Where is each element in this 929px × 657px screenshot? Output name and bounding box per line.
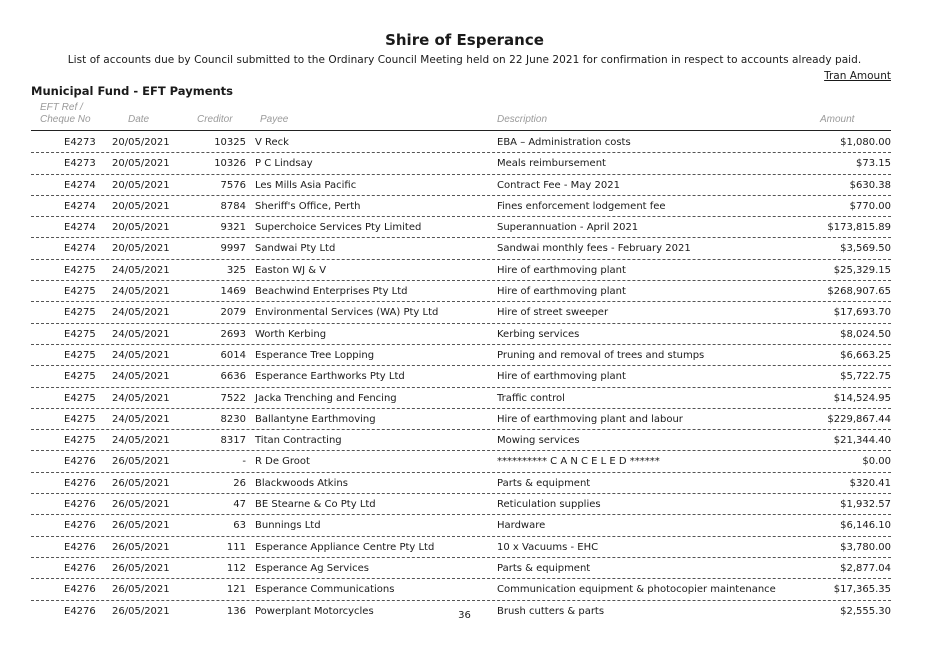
cell-ref: E4275 [64,349,96,361]
cell-payee: Superchoice Services Pty Limited [255,222,422,234]
column-header-creditor: Creditor [197,114,233,125]
cell-payee: V Reck [255,137,289,148]
cell-ref: E4276 [64,456,96,468]
cell-creditor: - [242,456,246,468]
cell-ref: E4276 [64,520,96,532]
cell-creditor: 2693 [220,328,246,340]
cell-amount: $25,329.15 [833,264,891,276]
cell-creditor: 7576 [220,179,246,191]
cell-ref: E4275 [64,435,96,447]
cell-payee: Environmental Services (WA) Pty Ltd [255,307,439,319]
cell-ref: E4274 [64,243,96,255]
cell-ref: E4273 [64,137,96,148]
cell-creditor: 325 [226,264,246,276]
cell-date: 26/05/2021 [112,520,170,532]
cell-ref: E4276 [64,541,96,553]
column-header-ref [40,102,91,126]
cell-description: Fines enforcement lodgement fee [497,200,666,212]
cell-description: Hire of earthmoving plant [497,371,626,383]
cell-date: 26/05/2021 [112,562,170,574]
cell-date: 24/05/2021 [112,286,170,298]
cell-payee: Les Mills Asia Pacific [255,179,357,191]
cell-ref: E4276 [64,584,96,596]
table-row [31,260,891,281]
cell-ref: E4276 [64,605,96,617]
cell-payee: Esperance Appliance Centre Pty Ltd [255,541,435,553]
table-row [31,302,891,323]
cell-creditor: 63 [233,520,246,532]
cell-date: 20/05/2021 [112,243,170,255]
cell-payee: Esperance Earthworks Pty Ltd [255,371,405,383]
cell-payee: Blackwoods Atkins [255,477,348,489]
column-header-description: Description [497,114,548,125]
table-row [31,196,891,217]
cell-creditor: 136 [226,605,246,617]
fund-heading: Municipal Fund - EFT Payments [31,84,234,98]
table-row [31,345,891,366]
cell-payee: Bunnings Ltd [255,520,321,532]
cell-creditor: 9997 [220,243,246,255]
cell-date: 24/05/2021 [112,371,170,383]
cell-description: Parts & equipment [497,562,591,574]
cell-payee: Esperance Ag Services [255,562,369,574]
table-row [31,388,891,409]
table-row [31,175,891,196]
cell-creditor: 6636 [220,371,246,383]
cell-amount: $8,024.50 [840,328,891,340]
cell-description: Contract Fee - May 2021 [497,179,620,191]
cell-date: 24/05/2021 [112,413,170,425]
header-rule [31,130,891,131]
cell-payee: Sandwai Pty Ltd [255,243,336,255]
cell-payee: BE Stearne & Co Pty Ltd [255,499,376,511]
cell-creditor: 6014 [220,349,246,361]
cell-payee: Esperance Communications [255,584,395,596]
tran-amount-label: Tran Amount [824,70,891,82]
cell-amount: $3,780.00 [840,541,891,553]
cell-ref: E4275 [64,392,96,404]
cell-ref: E4274 [64,200,96,212]
cell-amount: $229,867.44 [827,413,891,425]
cell-amount: $5,722.75 [840,371,891,383]
cell-ref: E4275 [64,264,96,276]
cell-amount: $268,907.65 [827,286,891,298]
cell-date: 24/05/2021 [112,435,170,447]
cell-date: 26/05/2021 [112,477,170,489]
cell-creditor: 8317 [220,435,246,447]
cell-description: Superannuation - April 2021 [497,222,639,234]
cell-amount: $630.38 [849,179,891,191]
cell-date: 26/05/2021 [112,541,170,553]
cell-payee: P C Lindsay [255,158,313,170]
table-row [31,238,891,259]
cell-date: 24/05/2021 [112,307,170,319]
table-row [31,430,891,451]
cell-description: Hardware [497,520,546,532]
table-row [31,473,891,494]
cell-ref: E4275 [64,413,96,425]
cell-amount: $1,080.00 [840,137,891,148]
cell-ref: E4275 [64,328,96,340]
cell-payee: Worth Kerbing [255,328,327,340]
cell-description: Communication equipment & photocopier maintenance [497,584,776,596]
cell-payee: R De Groot [255,456,310,468]
cell-ref: E4275 [64,286,96,298]
table-row [31,281,891,302]
table-row [31,494,891,515]
cell-ref: E4275 [64,371,96,383]
cell-description: Hire of street sweeper [497,307,609,319]
cell-amount: $2,555.30 [840,605,891,617]
cell-creditor: 112 [226,562,246,574]
cell-date: 26/05/2021 [112,456,170,468]
cell-payee: Powerplant Motorcycles [255,605,374,617]
column-header-date: Date [128,114,150,125]
cell-description: Hire of earthmoving plant [497,264,626,276]
cell-creditor: 8784 [220,200,246,212]
cell-creditor: 1469 [220,286,246,298]
cell-amount: $73.15 [856,158,891,170]
cell-payee: Jacka Trenching and Fencing [255,392,397,404]
cell-amount: $2,877.04 [840,562,891,574]
cell-amount: $3,569.50 [840,243,891,255]
payments-table-body [31,132,891,621]
cell-creditor: 10326 [214,158,246,170]
table-row [31,537,891,558]
cell-date: 20/05/2021 [112,222,170,234]
cell-payee: Titan Contracting [255,435,342,447]
cell-amount: $14,524.95 [833,392,891,404]
page-number: 36 [458,610,471,621]
cell-description: Hire of earthmoving plant and labour [497,413,683,425]
cell-amount: $21,344.40 [833,435,891,447]
table-row [31,579,891,600]
cell-description: Brush cutters & parts [497,605,605,617]
table-row [31,324,891,345]
cell-amount: $770.00 [849,200,891,212]
cell-ref: E4275 [64,307,96,319]
cell-ref: E4276 [64,562,96,574]
cell-description: EBA – Administration costs [497,137,631,148]
cell-creditor: 2079 [220,307,246,319]
cell-creditor: 10325 [214,137,246,148]
cell-amount: $17,693.70 [833,307,891,319]
cell-amount: $1,932.57 [840,499,891,511]
cell-payee: Ballantyne Earthmoving [255,413,376,425]
cell-amount: $320.41 [849,477,891,489]
cell-description: ********** C A N C E L E D ****** [497,456,660,468]
cell-description: Parts & equipment [497,477,591,489]
cell-creditor: 26 [233,477,246,489]
cell-description: Reticulation supplies [497,499,601,511]
cell-date: 20/05/2021 [112,137,170,148]
cell-ref: E4273 [64,158,96,170]
document-title: Shire of Esperance [385,31,544,49]
cell-date: 26/05/2021 [112,499,170,511]
cell-creditor: 47 [233,499,246,511]
cell-creditor: 111 [226,541,246,553]
table-row [31,515,891,536]
table-row [31,366,891,387]
cell-creditor: 9321 [220,222,246,234]
cell-amount: $173,815.89 [827,222,891,234]
column-header-payee: Payee [260,114,289,125]
cell-payee: Easton WJ & V [255,264,327,276]
cell-date: 24/05/2021 [112,328,170,340]
cell-date: 24/05/2021 [112,264,170,276]
column-header-amount: Amount [820,114,855,125]
cell-ref: E4276 [64,499,96,511]
cell-date: 26/05/2021 [112,584,170,596]
cell-amount: $17,365.35 [833,584,891,596]
cell-creditor: 121 [226,584,246,596]
cell-description: Pruning and removal of trees and stumps [497,349,705,361]
cell-date: 20/05/2021 [112,200,170,212]
cell-ref: E4274 [64,222,96,234]
table-row [31,558,891,579]
cell-description: Meals reimbursement [497,158,606,170]
column-header-ref-line1: EFT Ref / [40,102,83,113]
cell-date: 24/05/2021 [112,349,170,361]
cell-payee: Sheriff's Office, Perth [255,200,361,212]
table-row [31,409,891,430]
table-row [31,451,891,472]
cell-payee: Esperance Tree Lopping [255,349,375,361]
cell-creditor: 7522 [220,392,246,404]
cell-ref: E4274 [64,179,96,191]
cell-payee: Beachwind Enterprises Pty Ltd [255,286,408,298]
cell-date: 20/05/2021 [112,179,170,191]
table-row [31,217,891,238]
cell-date: 20/05/2021 [112,158,170,170]
cell-description: Traffic control [497,392,565,404]
cell-description: 10 x Vacuums - EHC [497,541,599,553]
cell-date: 26/05/2021 [112,605,170,617]
document-subtitle: List of accounts due by Council submitted to the Ordinary Council Meeting held on 22 June 2021 for confirmation in respect to accounts already paid. [67,54,862,66]
cell-date: 24/05/2021 [112,392,170,404]
table-row [31,132,891,153]
cell-amount: $6,146.10 [840,520,891,532]
table-row [31,153,891,174]
cell-description: Mowing services [497,435,580,447]
column-header-ref-line2: Cheque No [40,114,91,125]
cell-amount: $6,663.25 [840,349,891,361]
cell-description: Sandwai monthly fees - February 2021 [497,243,691,255]
cell-description: Kerbing services [497,328,580,340]
cell-ref: E4276 [64,477,96,489]
cell-creditor: 8230 [220,413,246,425]
cell-description: Hire of earthmoving plant [497,286,626,298]
cell-amount: $0.00 [862,456,891,468]
